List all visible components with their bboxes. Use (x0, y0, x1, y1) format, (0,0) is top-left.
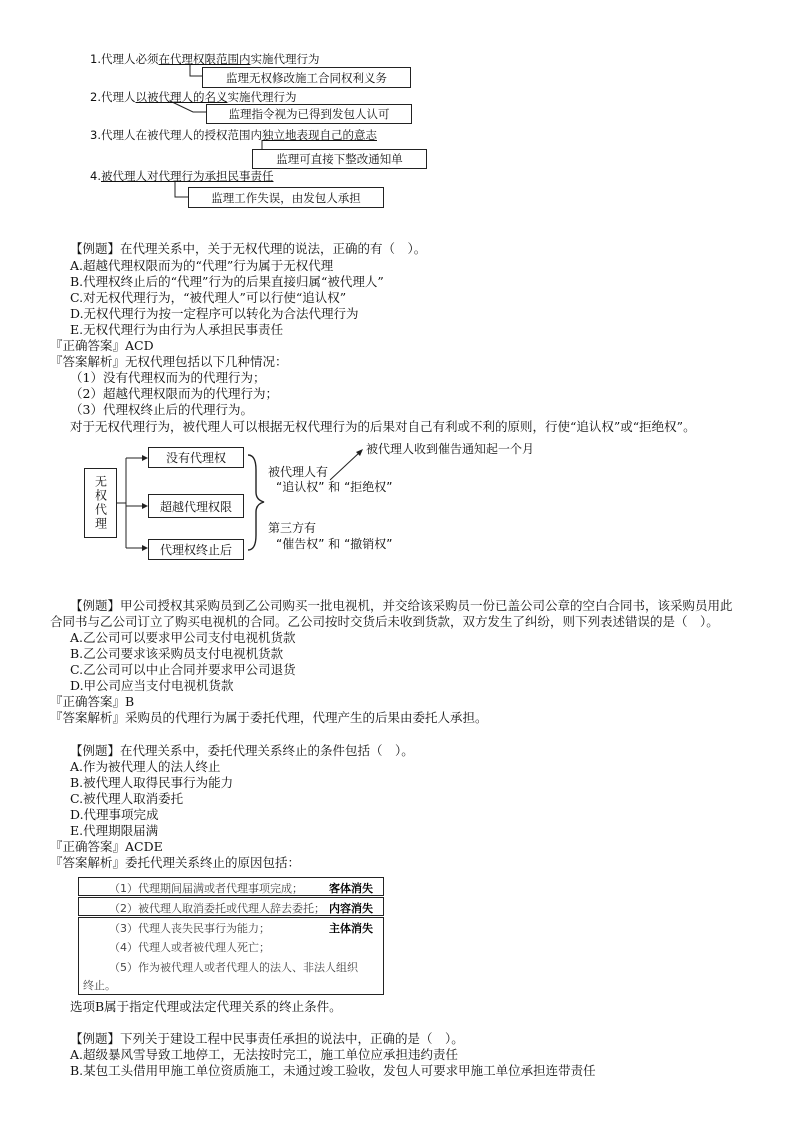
row-5-text: （5）作为被代理人或者代理人的法人、非法人组织 (109, 961, 358, 974)
principle-3: 3.代理人在被代理人的授权范围内独立地表现自己的意志 (90, 128, 377, 142)
table-row-3 (78, 917, 384, 995)
q1-option-e: E.无权代理行为由行为人承担民事责任 (70, 322, 284, 337)
branch-no-authority: 没有代理权 (148, 447, 244, 468)
table-row-1 (78, 877, 384, 896)
row-1-text: （1）代理期间届满或者代理事项完成； (109, 882, 303, 895)
row-3-tag: 主体消失 (329, 922, 373, 935)
q3-option-e: E.代理期限届满 (70, 823, 159, 838)
q1-point-1: （1）没有代理权而为的代理行为； (70, 370, 266, 385)
q2-option-c: C.乙公司可以中止合同并要求甲公司退货 (70, 662, 296, 677)
principal-rights-title: 被代理人有 (268, 465, 329, 479)
q3-answer: 『正确答案』ACDE (50, 839, 163, 854)
principle-1: 1.代理人必须在代理权限范围内实施代理行为 (90, 52, 320, 66)
q1-option-c: C.对无权代理行为，“被代理人”可以行使“追认权” (70, 290, 347, 305)
table-row-2 (78, 897, 384, 916)
principal-rights: “追认权” 和 “拒绝权” (276, 480, 393, 494)
box-no-modify: 监理无权修改施工合同权利义务 (202, 67, 411, 88)
box-rectify: 监理可直接下整改通知单 (252, 149, 427, 169)
q1-point-2: （2）超越代理权限而为的代理行为； (70, 386, 278, 401)
q1-stem: 【例题】在代理关系中，关于无权代理的说法，正确的有（ ）。 (70, 241, 427, 256)
row-2-text: （2）被代理人取消委托或代理人辞去委托； (109, 902, 325, 915)
q3-option-c: C.被代理人取消委托 (70, 791, 184, 806)
q2-option-a: A.乙公司可以要求甲公司支付电视机货款 (70, 630, 296, 645)
branch-exceed-authority: 超越代理权限 (148, 494, 244, 518)
q2-option-d: D.甲公司应当支付电视机货款 (70, 678, 234, 693)
q2-stem-line1: 【例题】甲公司授权其采购员到乙公司购买一批电视机，并交给该采购员一份已盖公司公章的空白合同书，该采购员用此 (70, 598, 733, 613)
q3-option-b: B.被代理人取得民事行为能力 (70, 775, 234, 790)
q4-stem: 【例题】下列关于建设工程中民事责任承担的说法中，正确的是（ ）。 (70, 1031, 464, 1046)
row-5-text-cont: 终止。 (83, 979, 116, 992)
q1-answer: 『正确答案』ACD (50, 338, 154, 353)
principle-2: 2.代理人以被代理人的名义实施代理行为 (90, 90, 297, 104)
branch-terminated: 代理权终止后 (148, 539, 244, 560)
box-instruction: 监理指令视为已得到发包人认可 (206, 104, 412, 124)
root-box: 无权代理 (84, 468, 117, 538)
q2-option-b: B.乙公司要求该采购员支付电视机货款 (70, 646, 284, 661)
notice-text: 被代理人收到催告通知起一个月 (366, 442, 535, 456)
q1-analysis: 『答案解析』无权代理包括以下几种情况： (50, 354, 288, 369)
q3-note: 选项B属于指定代理或法定代理关系的终止条件。 (70, 999, 342, 1014)
row-2-tag: 内容消失 (329, 902, 373, 915)
q2-stem-line2: 合同书与乙公司订立了购买电视机的合同。乙公司按时交货后未收到货款，双方发生了纠纷，则下列表述错误的是（ ）。 (50, 614, 719, 629)
box-mistake: 监理工作失误，由发包人承担 (188, 187, 384, 208)
q1-option-d: D.无权代理行为按一定程序可以转化为合法代理行为 (70, 306, 359, 321)
q3-option-d: D.代理事项完成 (70, 807, 159, 822)
q1-point-3: （3）代理权终止后的代理行为。 (70, 402, 253, 417)
q1-note: 对于无权代理行为，被代理人可以根据无权代理行为的后果对自己有利或不利的原则，行使“追认权”或“拒绝权”。 (70, 419, 696, 434)
q3-stem: 【例题】在代理关系中，委托代理关系终止的条件包括（ ）。 (70, 743, 414, 758)
q2-answer: 『正确答案』B (50, 694, 135, 709)
q4-option-b: B.某包工头借用甲施工单位资质施工，未通过竣工验收，发包人可要求甲施工单位承担连带责任 (70, 1063, 596, 1078)
row-3-text: （3）代理人丧失民事行为能力； (109, 922, 270, 935)
third-party-title: 第三方有 (268, 521, 317, 535)
row-1-tag: 客体消失 (329, 882, 373, 895)
q3-analysis: 『答案解析』委托代理关系终止的原因包括： (50, 855, 301, 870)
q2-analysis: 『答案解析』采购员的代理行为属于委托代理，代理产生的后果由委托人承担。 (50, 710, 488, 725)
q4-option-a: A.超级暴风雪导致工地停工，无法按时完工，施工单位应承担违约责任 (70, 1047, 459, 1062)
principle-4: 4.被代理人对代理行为承担民事责任 (90, 169, 274, 183)
q3-option-a: A.作为被代理人的法人终止 (70, 759, 221, 774)
row-4-text: （4）代理人或者被代理人死亡； (109, 941, 270, 954)
q1-option-a: A.超越代理权限而为的“代理”行为属于无权代理 (70, 258, 334, 273)
third-party-rights: “催告权” 和 “撤销权” (276, 537, 393, 551)
q1-option-b: B.代理权终止后的“代理”行为的后果直接归属“被代理人” (70, 274, 384, 289)
